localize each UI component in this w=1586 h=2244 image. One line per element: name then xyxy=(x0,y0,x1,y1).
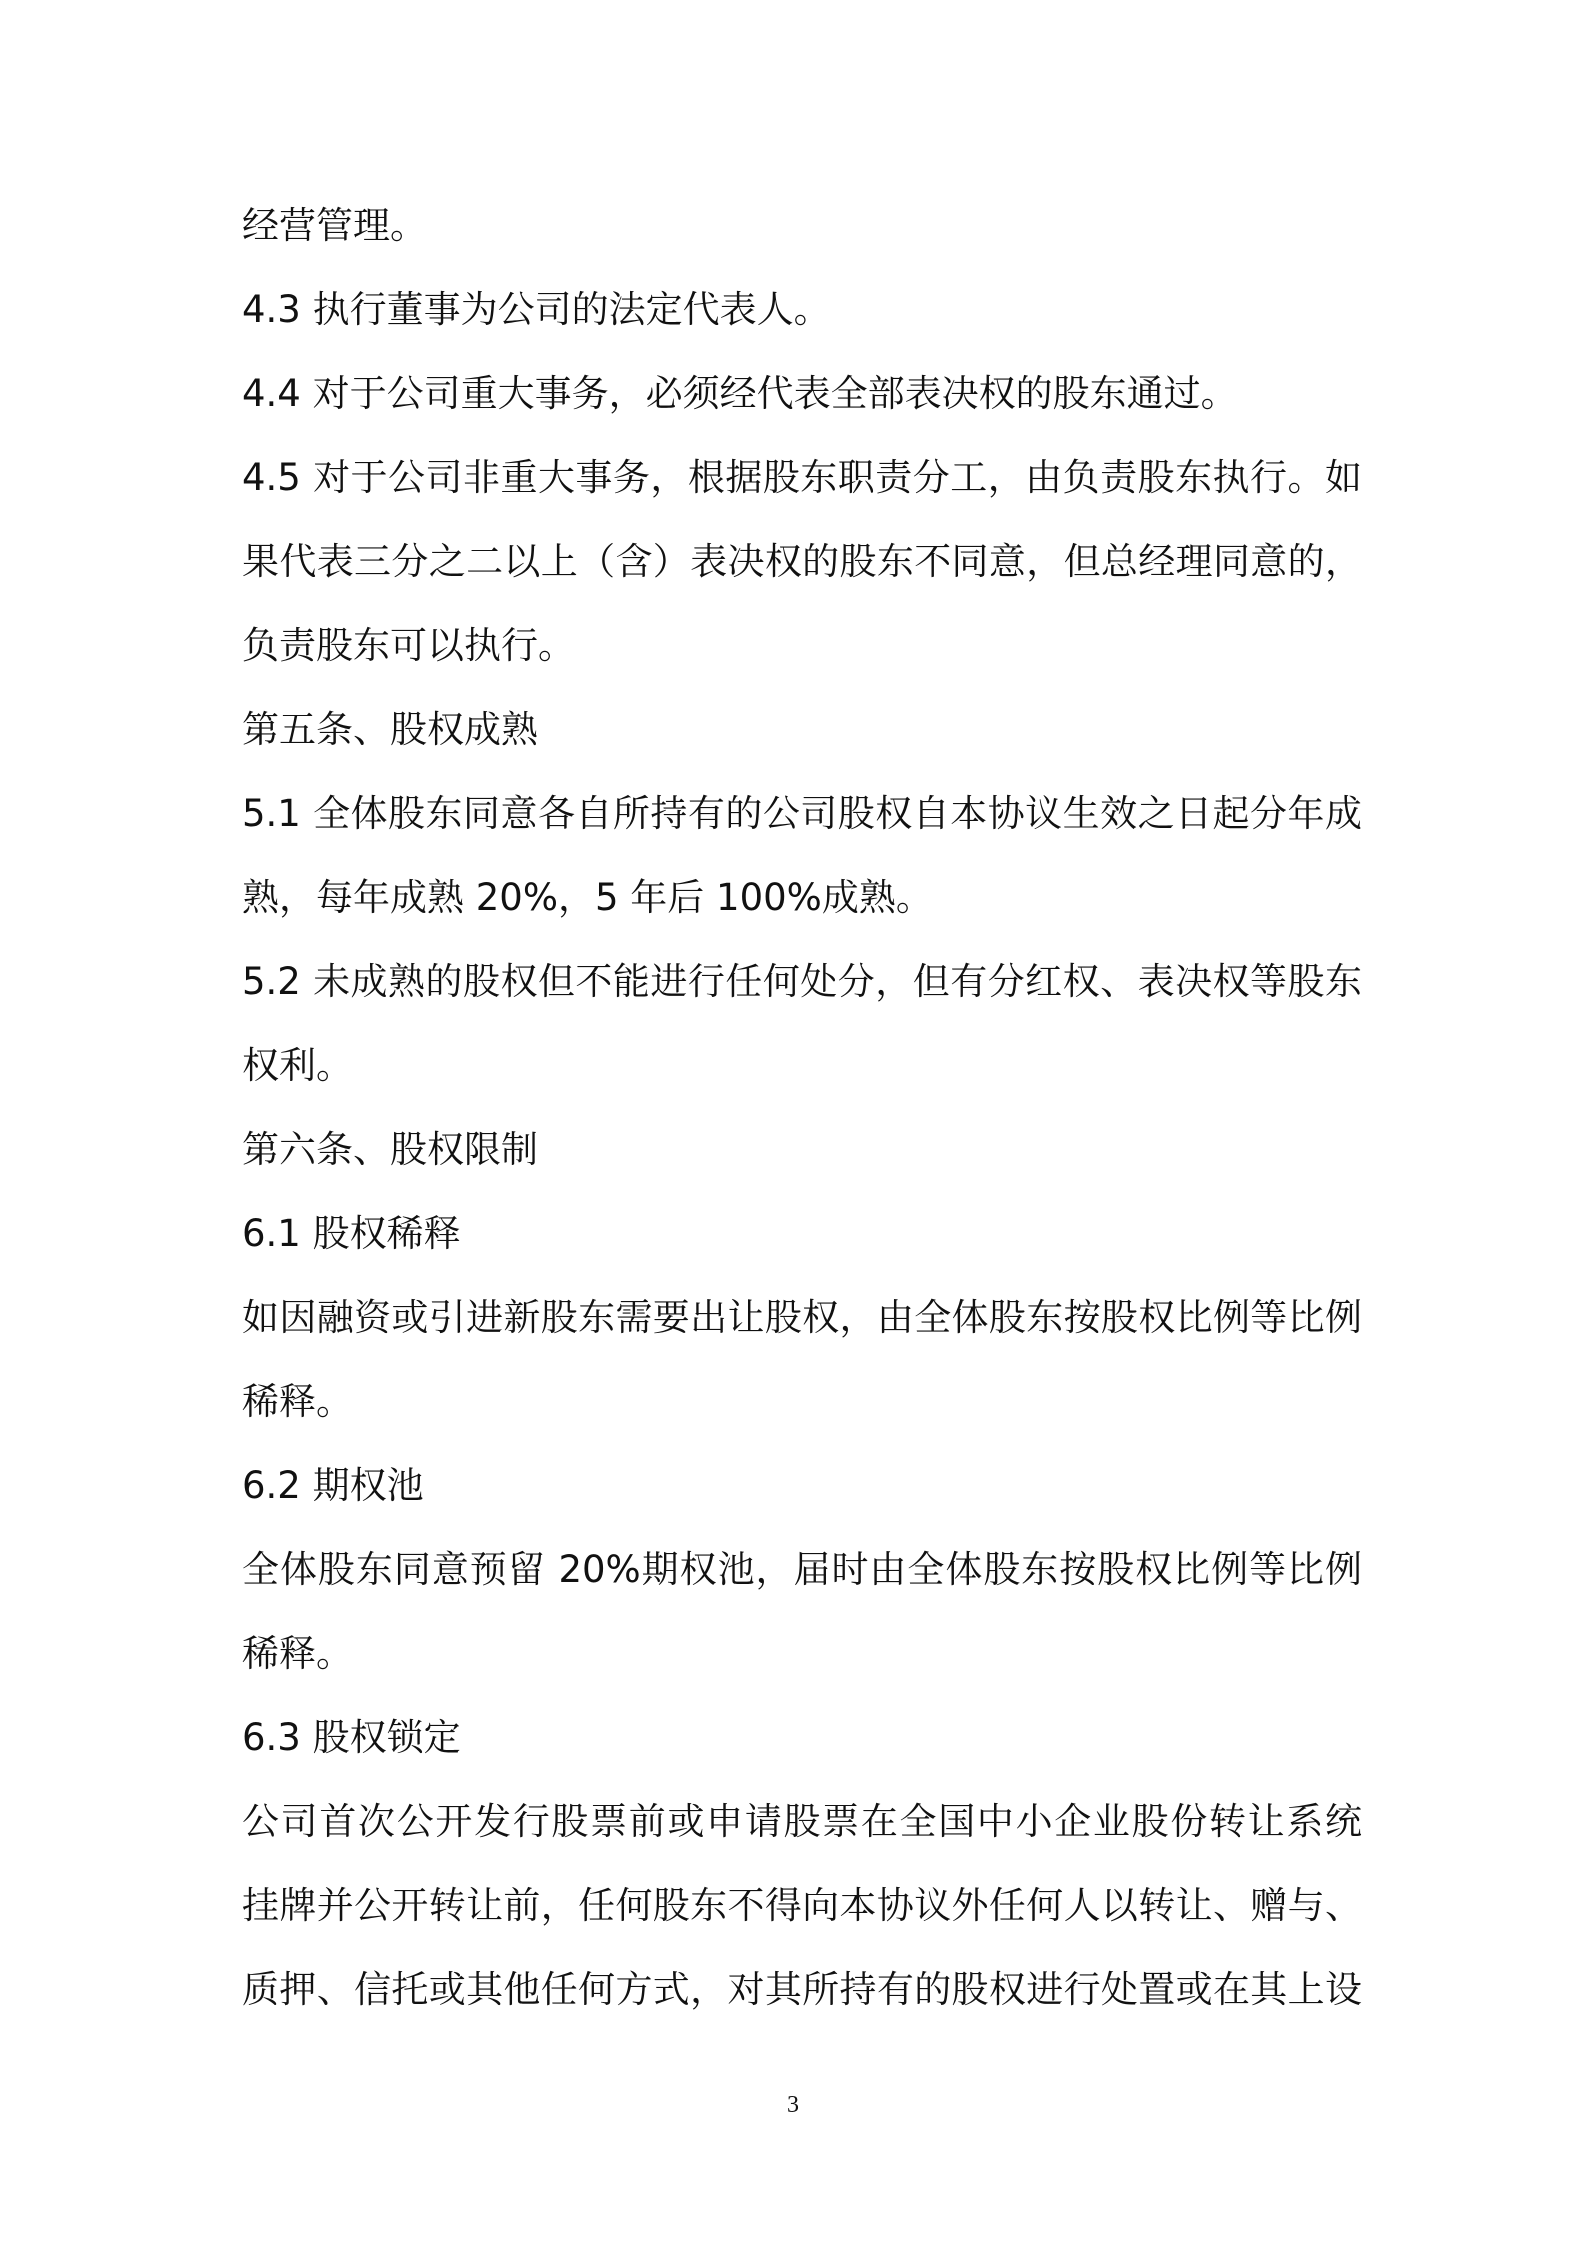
text-line: 经营管理。 xyxy=(242,204,427,247)
clause-6-2-body: 全体股东同意预留 20%期权池，届时由全体股东按股权比例等比例 xyxy=(242,1548,1362,1591)
section-heading-5: 第五条、股权成熟 xyxy=(242,708,538,751)
clause-6-2-heading: 6.2 期权池 xyxy=(242,1464,424,1507)
text-line: 负责股东可以执行。 xyxy=(242,624,575,667)
page-number: 3 xyxy=(787,2092,799,2118)
document-body xyxy=(242,184,1362,2032)
text-line: 熟，每年成熟 20%，5 年后 100%成熟。 xyxy=(242,876,933,919)
clause-4-4: 4.4 对于公司重大事务，必须经代表全部表决权的股东通过。 xyxy=(242,372,1238,415)
clause-5-2: 5.2 未成熟的股权但不能进行任何处分，但有分红权、表决权等股东 xyxy=(242,960,1362,1003)
text-line: 果代表三分之二以上（含）表决权的股东不同意，但总经理同意的， xyxy=(242,540,1362,583)
clause-4-5: 4.5 对于公司非重大事务，根据股东职责分工，由负责股东执行。如 xyxy=(242,456,1362,499)
clause-6-3-body: 公司首次公开发行股票前或申请股票在全国中小企业股份转让系统 xyxy=(242,1800,1362,1843)
text-line: 稀释。 xyxy=(242,1380,353,1423)
clause-6-1-body: 如因融资或引进新股东需要出让股权，由全体股东按股权比例等比例 xyxy=(242,1296,1362,1339)
clause-4-3: 4.3 执行董事为公司的法定代表人。 xyxy=(242,288,831,331)
text-line: 挂牌并公开转让前，任何股东不得向本协议外任何人以转让、赠与、 xyxy=(242,1884,1362,1927)
clause-5-1: 5.1 全体股东同意各自所持有的公司股权自本协议生效之日起分年成 xyxy=(242,792,1362,835)
clause-6-1-heading: 6.1 股权稀释 xyxy=(242,1212,461,1255)
text-line: 稀释。 xyxy=(242,1632,353,1675)
clause-6-3-heading: 6.3 股权锁定 xyxy=(242,1716,461,1759)
section-heading-6: 第六条、股权限制 xyxy=(242,1128,538,1171)
text-line: 质押、信托或其他任何方式，对其所持有的股权进行处置或在其上设 xyxy=(242,1968,1362,2011)
text-line: 权利。 xyxy=(242,1044,353,1087)
